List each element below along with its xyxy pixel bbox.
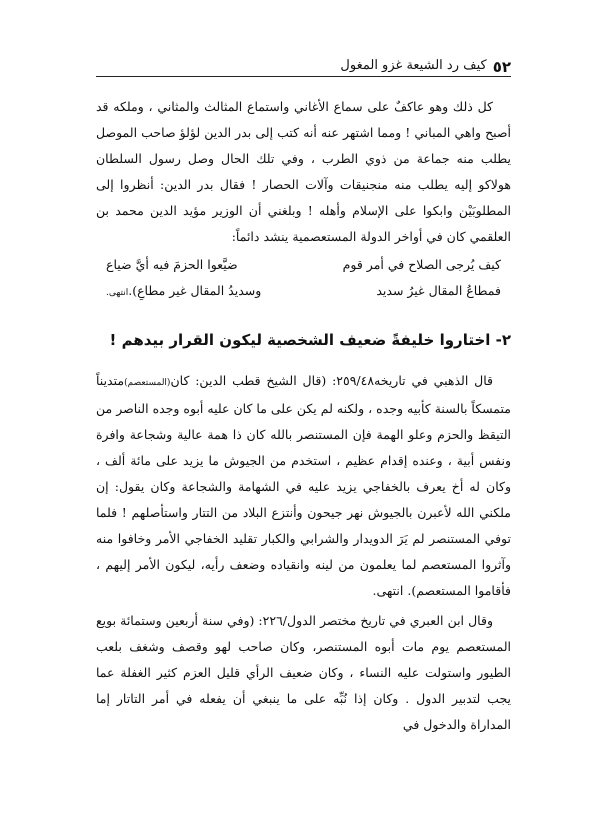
- verse-line-1: [106, 252, 501, 278]
- inline-name-note: (المستعصم): [124, 378, 171, 388]
- verse-end-note: انتهى.: [106, 288, 129, 298]
- section-heading: ٢- اختاروا خليفةً ضعيف الشخصية ليكون القرار بيدهم !: [109, 331, 511, 349]
- verse-1-second-hemistich: ضيَّعوا الحزمَ فيه أيَّ ضياع: [106, 257, 238, 272]
- running-header: [96, 54, 511, 76]
- paragraph-2-start: قال الذهبي في تاريخه٢٥٩/٤٨: (قال الشيخ قطب الدين: كان: [170, 373, 493, 388]
- header-rule: [96, 76, 511, 77]
- verse-line-2: [106, 278, 501, 306]
- verse-2-first-hemistich: فمطاعُ المقال غيرُ سديد: [376, 283, 501, 298]
- poem-verse: [106, 252, 501, 306]
- verse-1-first-hemistich: كيف يُرجى الصلاح في أمر قوم: [342, 257, 501, 272]
- paragraph-2-rest: متديناً متمسكاً بالسنة كأبيه وجده ، ولكنه لم يكن على ما كان عليه أبوه وجده الناصر من التيقظ والحزم وعلو الهمة فإن المستنصر بالله كان ذا همة عالية وشجاعة وافرة ونفس أبية ، وعنده إقدام عظيم ، استخدم من الجيوش ما يزيد على مائة ألف ، وكان له أخ يعرف بالخفاجي يزيد عليه في الشهامة والشجاعة وكان يقول: إن ملكني الله لأعبرن بالجيوش نهر جيحون وأنتزع البلاد من التتار واستأصلهم ! فلما توفي المستنصر لم يَرَ الدويدار والشرابي والكبار تقليد الخفاجي الأمر وخافوا منه وآثروا المستعصم لما يعلمون من لينه وانقياده وضعف رأيه، ليكون الأمر إليهم ، فأقاموا المستعصم). انتهى.: [96, 373, 511, 598]
- paragraph-3: وقال ابن العبري في تاريخ مختصر الدول/٢٢٦: (وفي سنة أربعين وستمائة بويع المستعصم يوم مات أبوه المستنصر، وكان صاحب لهو وقصف وشغف بلعب الطيور واستولت عليه النساء ، وكان ضعيف الرأي قليل العزم كثير الغفلة عما يجب لتدبير الدول . وكان إذا نُبِّه على ما ينبغي أن يفعله في أمر التاتار إما المداراة والدخول في: [96, 613, 511, 732]
- page-number: ٥٢: [492, 58, 511, 76]
- paragraph-2: [96, 368, 511, 604]
- verse-2-second-text: وسديدُ المقال غير مطاعِ).: [128, 283, 262, 298]
- running-title: كيف رد الشيعة غزو المغول: [340, 58, 487, 73]
- verse-2-second-hemistich: [106, 278, 261, 306]
- page-body: [96, 94, 511, 738]
- paragraph-1: كل ذلك وهو عاكفٌ على سماع الأغاني واستماع المثالث والمثاني ، وملكه قد أصبح واهي المباني ! ومما اشتهر عنه أنه كتب إلى بدر الدين لؤلؤ صاحب الموصل يطلب منه جماعة من ذوي الطرب ، وفي تلك الحال وصل رسول السلطان هولاكو إليه يطلب منه منجنيقات وآلات الحصار ! فقال بدر الدين: أنظروا إلى المطلوبَيْن وابكوا على الإسلام وأهله ! وبلغني أن الوزير مؤيد الدين محمد بن العلقمي كان في أواخر الدولة المستعصمية ينشد دائماً:: [96, 99, 511, 244]
